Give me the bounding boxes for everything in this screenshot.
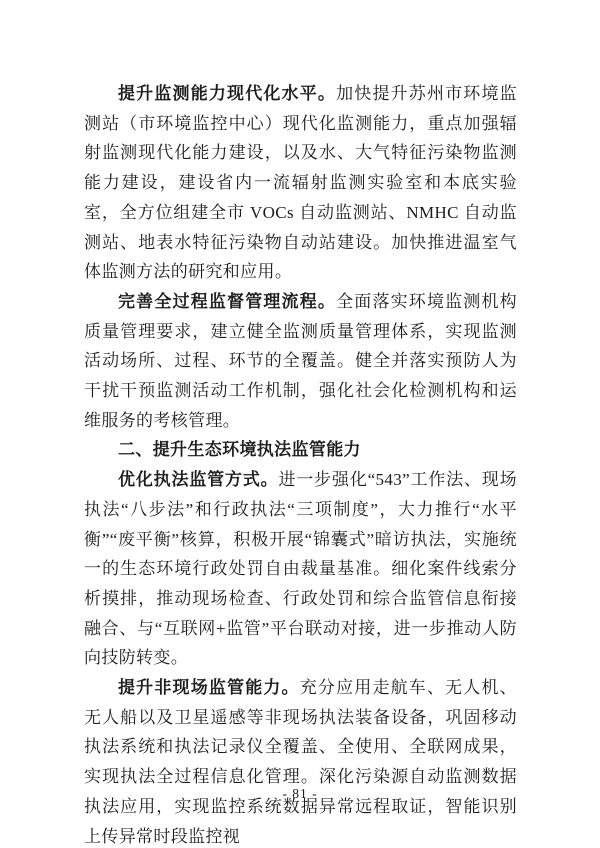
document-body [84,79,517,848]
paragraph-supervision-process [84,287,517,436]
paragraph-text: 全面落实环境监测机构质量管理要求，建立健全监测质量管理体系，实现监测活动场所、过程、环节的全覆盖。健全并落实预防人为干扰干预监测活动工作机制，强化社会化检测机构和运维服务的考核管理。 [84,291,518,430]
section-heading-enforcement: 二、提升生态环境执法监管能力 [118,440,361,460]
paragraph-remote-supervision [84,673,517,848]
paragraph-text: 加快提升苏州市环境监测站（市环境监控中心）现代化监测能力，重点加强辐射监测现代化能力建设，以及水、大气特征污染物监测能力建设，建设省内一流辐射监测实验室和本底实验室，全方位组建全市 VOCs 自动监测站、NMHC 自动监测站、地表水特征污染物自动站建设。加快推进温室气体监测方法的研究和应用。 [84,84,518,282]
paragraph-monitoring-modernization [84,79,517,287]
paragraph-lead: 优化执法监管方式。 [118,470,279,490]
paragraph-text: 进一步强化“543”工作法、现场执法“八步法”和行政执法“三项制度”，大力推行“水平衡”“废平衡”核算，积极开展“锦囊式”暗访执法，实施统一的生态环境行政处罚自由裁量基准。细化案件线索分析摸排，推动现场检查、行政处罚和综合监管信息衔接融合、与“互联网+监管”平台联动对接，进一步推动人防向技防转变。 [84,470,517,668]
paragraph-lead: 提升监测能力现代化水平。 [118,84,337,103]
paragraph-lead: 提升非现场监管能力。 [118,678,300,698]
paragraph-lead: 完善全过程监督管理流程。 [118,291,337,311]
paragraph-text: 充分应用走航车、无人机、无人船以及卫星遥感等非现场执法装备设备，巩固移动执法系统和执法记录仪全覆盖、全使用、全联网成果，实现执法全过程信息化管理。深化污染源自动监测数据执法应用，实现监控系统数据异常远程取证，智能识别上传异常时段监控视 [84,678,518,846]
paragraph-enforcement-methods [84,465,517,673]
page-number: - 81 - [282,786,318,801]
